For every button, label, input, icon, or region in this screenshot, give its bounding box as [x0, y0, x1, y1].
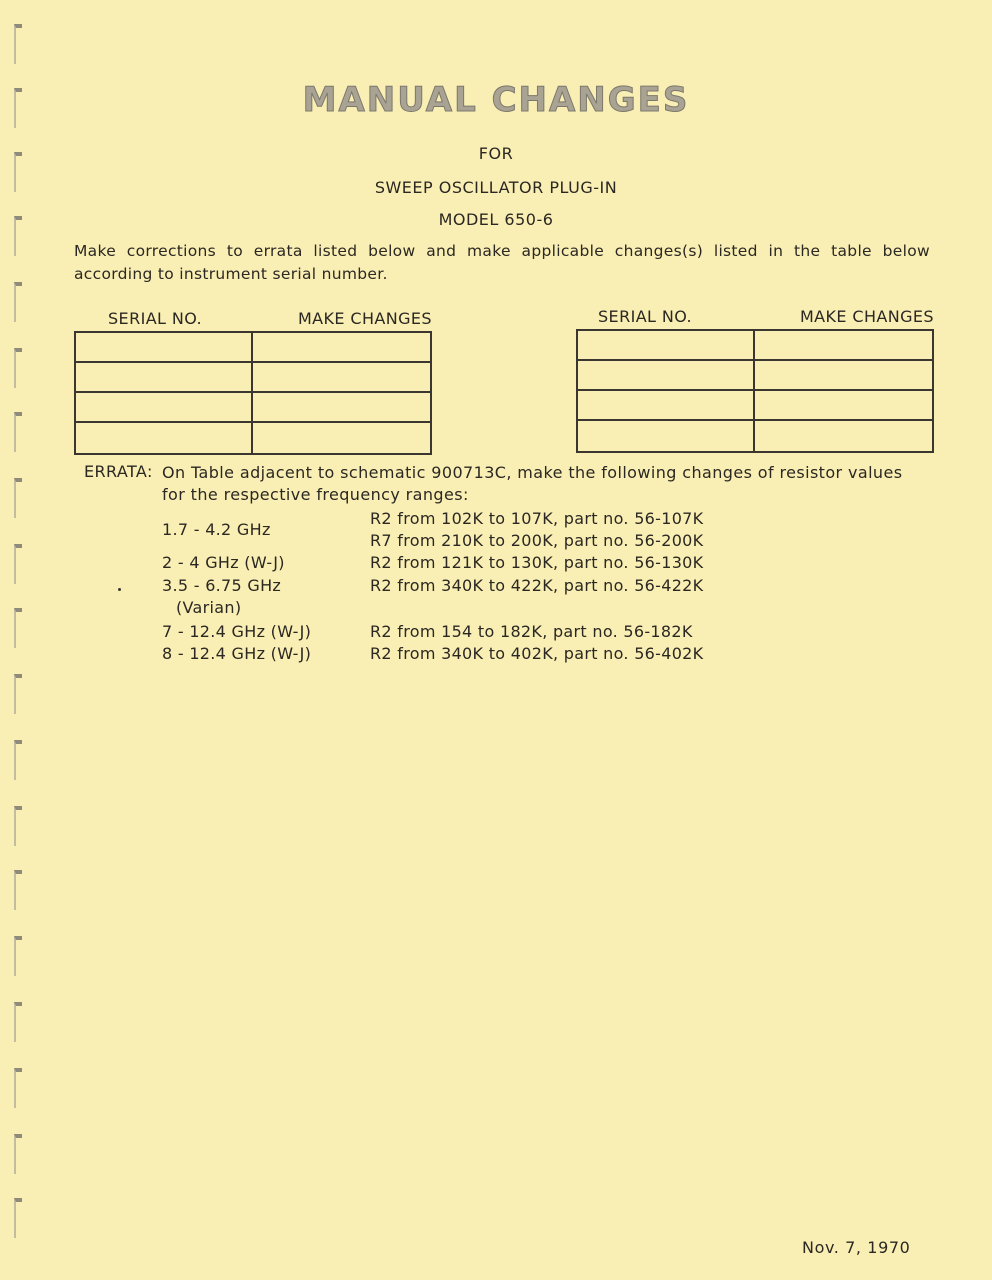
resistor-change: R2 from 340K to 402K, part no. 56-402K [370, 644, 704, 663]
table-cell [755, 391, 932, 421]
table-cell [578, 391, 755, 421]
table-cell [76, 423, 253, 453]
frequency-range: 2 - 4 GHz (W-J) [162, 553, 285, 572]
binder-hole-mark [14, 1002, 22, 1042]
frequency-range: 8 - 12.4 GHz (W-J) [162, 644, 312, 663]
resistor-change: R2 from 340K to 422K, part no. 56-422K [370, 576, 704, 595]
binder-hole-mark [14, 1068, 22, 1108]
table-cell [578, 331, 755, 361]
table-cell [578, 361, 755, 391]
table-cell [253, 333, 430, 363]
binder-hole-mark [14, 544, 22, 584]
resistor-change: R2 from 121K to 130K, part no. 56-130K [370, 553, 704, 572]
binder-hole-mark [14, 674, 22, 714]
frequency-range: 1.7 - 4.2 GHz [162, 520, 271, 539]
errata-text: On Table adjacent to schematic 900713C, make the following changes of resistor values for the respective frequency ranges: [162, 463, 903, 504]
binder-hole-mark [14, 806, 22, 846]
frequency-range: 7 - 12.4 GHz (W-J) [162, 622, 312, 641]
bullet-mark [118, 588, 121, 591]
binder-hole-mark [14, 870, 22, 910]
serial-table-right [576, 307, 934, 453]
serial-no-header: SERIAL NO. [598, 307, 693, 326]
header-for: FOR [478, 144, 514, 163]
table-cell [755, 331, 932, 361]
binder-hole-mark [14, 348, 22, 388]
resistor-change: R2 from 154 to 182K, part no. 56-182K [370, 622, 693, 641]
resistor-change: R2 from 102K to 107K, part no. 56-107K [370, 509, 704, 528]
binder-hole-mark [14, 936, 22, 976]
header-product: SWEEP OSCILLATOR PLUG-IN [374, 178, 618, 197]
table-cell [755, 361, 932, 391]
intro-paragraph: Make corrections to errata listed below and make applicable changes(s) listed in the table below according to instrument serial number. [74, 242, 930, 283]
document-title: MANUAL CHANGES [302, 80, 690, 120]
document-date: Nov. 7, 1970 [802, 1238, 911, 1257]
serial-grid [74, 331, 432, 455]
binder-hole-mark [14, 478, 22, 518]
serial-table-left [74, 309, 432, 455]
table-cell [76, 393, 253, 423]
table-cell [253, 393, 430, 423]
table-cell [76, 363, 253, 393]
make-changes-header: MAKE CHANGES [297, 309, 432, 328]
binder-hole-mark [14, 1134, 22, 1174]
binder-hole-mark [14, 608, 22, 648]
binder-hole-mark [14, 24, 22, 64]
frequency-range-note: (Varian) [176, 598, 242, 617]
table-cell [253, 423, 430, 453]
header-model: MODEL 650-6 [438, 210, 554, 229]
serial-no-header: SERIAL NO. [108, 309, 203, 328]
table-cell [755, 421, 932, 451]
binder-hole-mark [14, 740, 22, 780]
errata-label: ERRATA: [84, 462, 153, 481]
resistor-change: R7 from 210K to 200K, part no. 56-200K [370, 531, 704, 550]
table-cell [253, 363, 430, 393]
table-cell [76, 333, 253, 363]
table-cell [578, 421, 755, 451]
make-changes-header: MAKE CHANGES [799, 307, 934, 326]
serial-grid [576, 329, 934, 453]
binder-hole-mark [14, 282, 22, 322]
binder-hole-mark [14, 412, 22, 452]
binder-hole-mark [14, 1198, 22, 1238]
frequency-range: 3.5 - 6.75 GHz [162, 576, 282, 595]
